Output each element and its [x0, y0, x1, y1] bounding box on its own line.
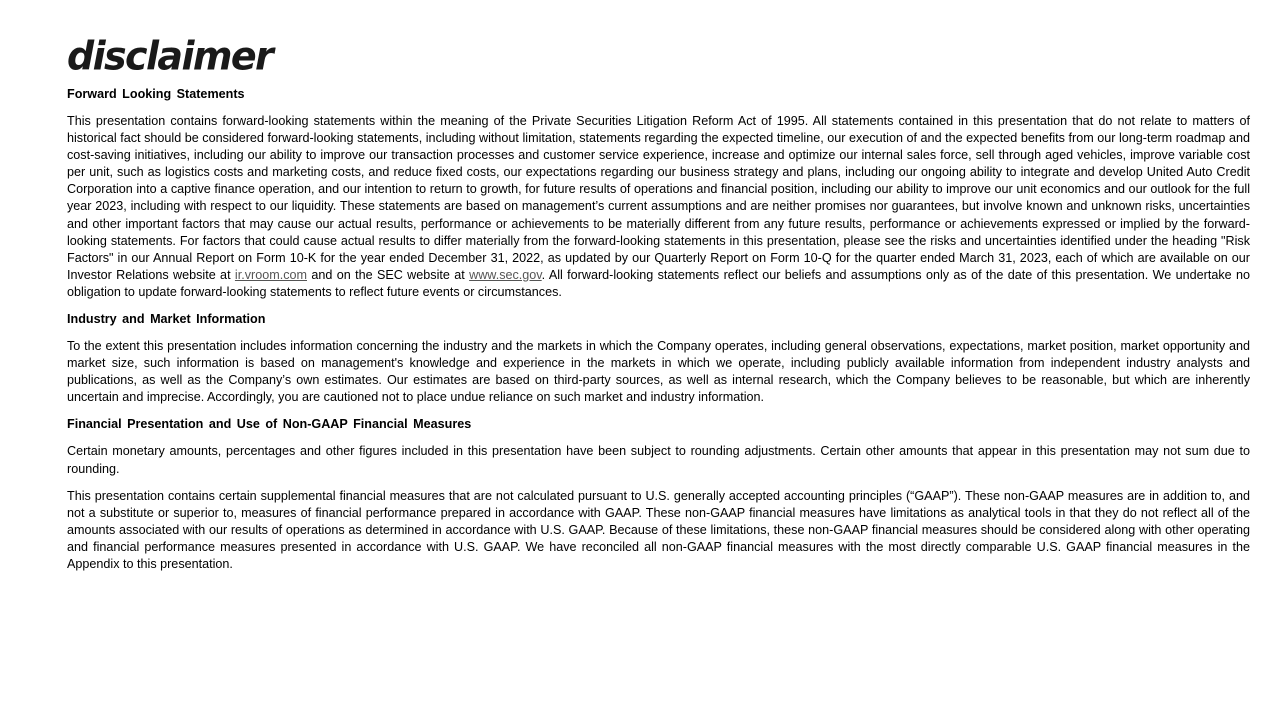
- forward-looking-text-b: and on the SEC website at: [307, 267, 470, 282]
- forward-looking-heading: Forward Looking Statements: [67, 87, 245, 101]
- forward-looking-text-a: This presentation contains forward-looking statements within the meaning of the Private Securities Litigation Reform Act of 1995. All statements contained in this presentation that do not relate to matters of historical fact should be considered forward-looking statements, including without limitation, statements regarding the expected timeline, our execution of and the expected benefits from our long-term roadmap and cost-saving initiatives, including our ability to improve our transaction processes and customer service experience, increase and optimize our internal sales force, sell through aged vehicles, improve variable cost per unit, such as logistics costs and marketing costs, and reduce fixed costs, our expectations regarding our business strategy and plans, including our ongoing ability to integrate and develop United Auto Credit Corporation into a captive finance operation, and our intention to return to growth, for future results of operations and financial position, including our ability to improve our unit economics and our outlook for the full year 2023, including with respect to our liquidity. These statements are based on management’s current assumptions and are neither promises nor guarantees, but involve known and unknown risks, uncertainties and other important factors that may cause our actual results, performance or achievements to be materially different from any future results, performance or achievements expressed or implied by the forward-looking statements. For factors that could cause actual results to differ materially from the forward-looking statements in this presentation, please see the risks and uncertainties identified under the heading "Risk Factors" in our Annual Report on Form 10-K for the year ended December 31, 2022, as updated by our Quarterly Report on Form 10-Q for the quarter ended March 31, 2023, each of which are available on our Investor Relations website at: [67, 114, 1250, 282]
- rounding-paragraph: Certain monetary amounts, percentages and other figures included in this presentation have been subject to rounding adjustments. Certain other amounts that appear in this presentation may not sum due to rounding.: [67, 444, 1250, 476]
- forward-looking-text-c: . All forward-looking statements reflect our beliefs and assumptions only as of the date of this presentation. We undertake no obligation to update forward-looking statements to reflect future events or circumstances.: [67, 267, 1251, 299]
- page-title: disclaimer: [67, 32, 273, 79]
- non-gaap-paragraph: This presentation contains certain supplemental financial measures that are not calculated pursuant to U.S. generally accepted accounting principles (“GAAP”). These non-GAAP measures are in addition to, and not a substitute or superior to, measures of financial performance prepared in accordance with GAAP. These non-GAAP financial measures have limitations as analytical tools in that they do not reflect all of the amounts associated with our results of operations as determined in accordance with U.S. GAAP. Because of these limitations, these non-GAAP financial measures should be considered along with other operating and financial performance measures presented in accordance with U.S. GAAP. We have reconciled all non-GAAP financial measures with the most directly comparable U.S. GAAP financial measures in the Appendix to this presentation.: [67, 488, 1250, 571]
- financial-presentation-heading: Financial Presentation and Use of Non-GAAP Financial Measures: [67, 417, 472, 432]
- investor-relations-link[interactable]: ir.vroom.com: [234, 267, 307, 282]
- industry-market-paragraph: To the extent this presentation includes information concerning the industry and the markets in which the Company operates, including general observations, expectations, market position, market opportunity and market size, such information is based on management's knowledge and experience in the markets in which we operate, including publicly available information from independent industry analysts and publications, as well as the Company’s own estimates. Our estimates are based on third-party sources, as well as internal research, which the Company believes to be reasonable, but which are inherently uncertain and imprecise. Accordingly, you are cautioned not to place undue reliance on such market and industry information.: [67, 339, 1250, 405]
- sec-website-link[interactable]: www.sec.gov: [469, 267, 542, 282]
- forward-looking-paragraph: [67, 113, 1250, 301]
- industry-market-heading: Industry and Market Information: [67, 312, 266, 327]
